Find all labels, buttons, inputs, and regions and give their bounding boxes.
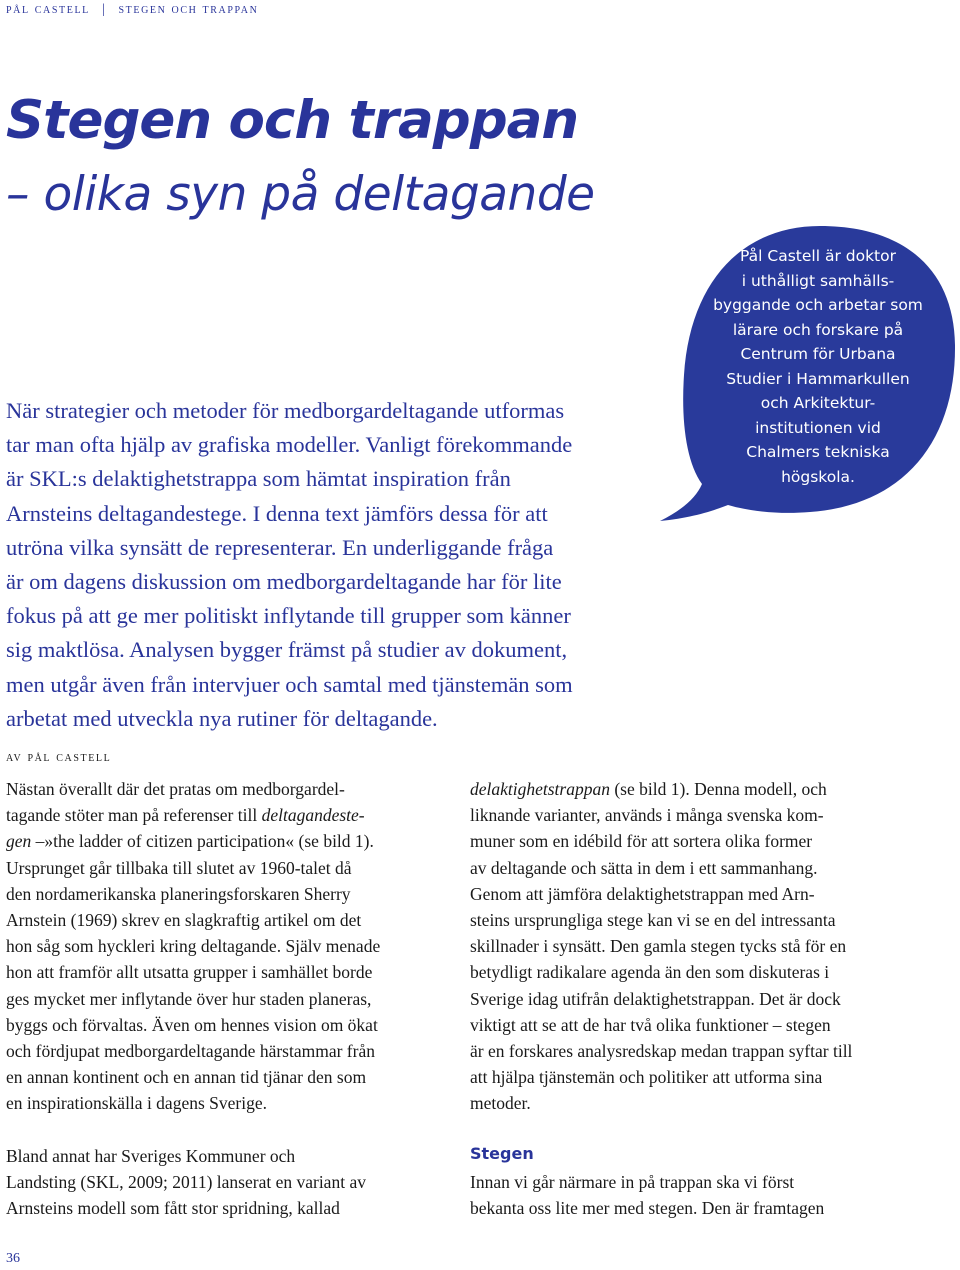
- body-line: tagande stöter man på referenser till: [6, 805, 262, 826]
- body-paragraph: [6, 776, 446, 1117]
- body-line: (se bild 1). Denna modell, och: [609, 779, 827, 799]
- body-line: viktigt att se att de har två olika funktioner – stegen: [470, 1014, 831, 1035]
- author-bio-line: Studier i Hammarkullen: [726, 369, 910, 388]
- body-line: Ursprunget går tillbaka till slutet av 1960-talet då: [6, 857, 352, 878]
- lead-line: fokus på att ge mer politiskt inflytande till grupper som känner: [6, 603, 571, 629]
- body-paragraph: [470, 1169, 910, 1221]
- body-line: Landsting (SKL, 2009; 2011) lanserat en variant av: [6, 1171, 366, 1192]
- author-bio-line: institutionen vid: [755, 418, 881, 437]
- body-line: hon såg som hyckleri kring deltagande. Själv menade: [6, 936, 381, 957]
- body-line: och fördjupat medborgardeltagande härstammar från: [6, 1041, 375, 1062]
- body-line-emphasis: deltagandeste-: [261, 805, 365, 826]
- body-line: en inspirationskälla i dagens Sverige.: [6, 1093, 267, 1114]
- lead-line: sig maktlösa. Analysen bygger främst på studier av dokument,: [6, 637, 568, 663]
- body-line: Sverige idag utifrån delaktighetstrappan. Det är dock: [470, 988, 841, 1009]
- running-header-title: stegen och trappan: [118, 2, 259, 17]
- page-number: 36: [6, 1251, 20, 1266]
- body-line: är en forskares analysredskap medan trappan syftar till: [470, 1041, 853, 1062]
- running-header-separator: |: [102, 2, 107, 17]
- author-bio: [700, 244, 936, 489]
- body-line: att hjälpa tjänstemän och politiker att utforma sina: [470, 1067, 823, 1088]
- lead-line: men utgår även från intervjuer och samtal med tjänstemän som: [6, 671, 573, 697]
- body-line: Nästan överallt där det pratas om medborgardel-: [6, 779, 345, 799]
- body-line: av deltagande och sätta in dem i ett sammanhang.: [470, 857, 818, 878]
- body-line-emphasis: gen: [6, 831, 32, 852]
- author-bio-line: Centrum för Urbana: [740, 345, 896, 363]
- section-heading: Stegen: [470, 1143, 534, 1163]
- body-line: Genom att jämföra delaktighetstrappan med Arn-: [470, 883, 815, 904]
- author-bio-line: byggande och arbetar som: [713, 296, 923, 314]
- body-line: –»the ladder of citizen participation« (se bild 1).: [31, 831, 374, 852]
- author-bio-line: i uthålligt samhälls-: [741, 271, 895, 290]
- body-line: muner som en idébild för att sortera olika former: [470, 831, 813, 852]
- body-column-left: [6, 776, 446, 1221]
- body-line: betydligt radikalare agenda än den som diskuteras i: [470, 962, 830, 983]
- body-line: ges mycket mer inflytande över hur staden planeras,: [6, 988, 372, 1009]
- author-bio-line: lärare och forskare på: [732, 320, 904, 339]
- body-line: metoder.: [470, 1093, 531, 1114]
- body-line: Bland annat har Sveriges Kommuner och: [6, 1145, 296, 1166]
- lead-line: är om dagens diskussion om medborgardeltagande har för lite: [6, 569, 562, 595]
- body-line: Innan vi går närmare in på trappan ska vi först: [470, 1171, 795, 1192]
- body-line: den nordamerikanska planeringsforskaren Sherry: [6, 883, 351, 904]
- lead-line: arbetat med utveckla nya rutiner för deltagande.: [6, 705, 438, 731]
- lead-paragraph: [6, 394, 674, 736]
- article-title: Stegen och trappan: [6, 90, 579, 151]
- body-paragraph: [470, 776, 910, 1117]
- body-line: hon att framför allt utsatta grupper i samhället borde: [6, 962, 373, 983]
- author-bio-line: högskola.: [781, 467, 855, 486]
- body-line: bekanta oss lite mer med stegen. Den är framtagen: [470, 1197, 825, 1218]
- body-paragraph: [6, 1143, 446, 1222]
- lead-line: utröna vilka synsätt de representerar. En underliggande fråga: [6, 534, 554, 560]
- lead-line: är SKL:s delaktighetstrappa som hämtat inspiration från: [6, 466, 511, 492]
- author-bio-line: och Arkitektur-: [760, 394, 876, 412]
- lead-line: Arnsteins deltagandestege. I denna text jämförs dessa för att: [6, 500, 548, 526]
- author-bio-line: Pål Castell är doktor: [740, 247, 896, 265]
- running-header-author: pål castell: [6, 2, 90, 17]
- body-line: byggs och förvaltas. Även om hennes vision om ökat: [6, 1014, 378, 1035]
- body-line: liknande varianter, används i många svenska kom-: [470, 805, 824, 826]
- body-column-right: [470, 776, 910, 1221]
- body-line: skillnader i synsätt. Den gamla stegen tycks stå för en: [470, 936, 847, 957]
- article-subtitle: – olika syn på deltagande: [6, 167, 595, 222]
- body-line-emphasis: delaktighetstrappan: [470, 779, 610, 799]
- byline: av pål castell: [6, 750, 112, 765]
- body-line: en annan kontinent och en annan tid tjänar den som: [6, 1067, 367, 1088]
- body-line: Arnstein (1969) skrev en slagkraftig artikel om det: [6, 910, 362, 931]
- body-line: steins ursprungliga stege kan vi se en del intressanta: [470, 910, 836, 931]
- lead-line: När strategier och metoder för medborgardeltagande utformas: [6, 398, 565, 423]
- lead-line: tar man ofta hjälp av grafiska modeller. Vanligt förekommande: [6, 432, 573, 458]
- author-bio-line: Chalmers tekniska: [746, 443, 890, 461]
- body-line: Arnsteins modell som fått stor spridning, kallad: [6, 1198, 340, 1219]
